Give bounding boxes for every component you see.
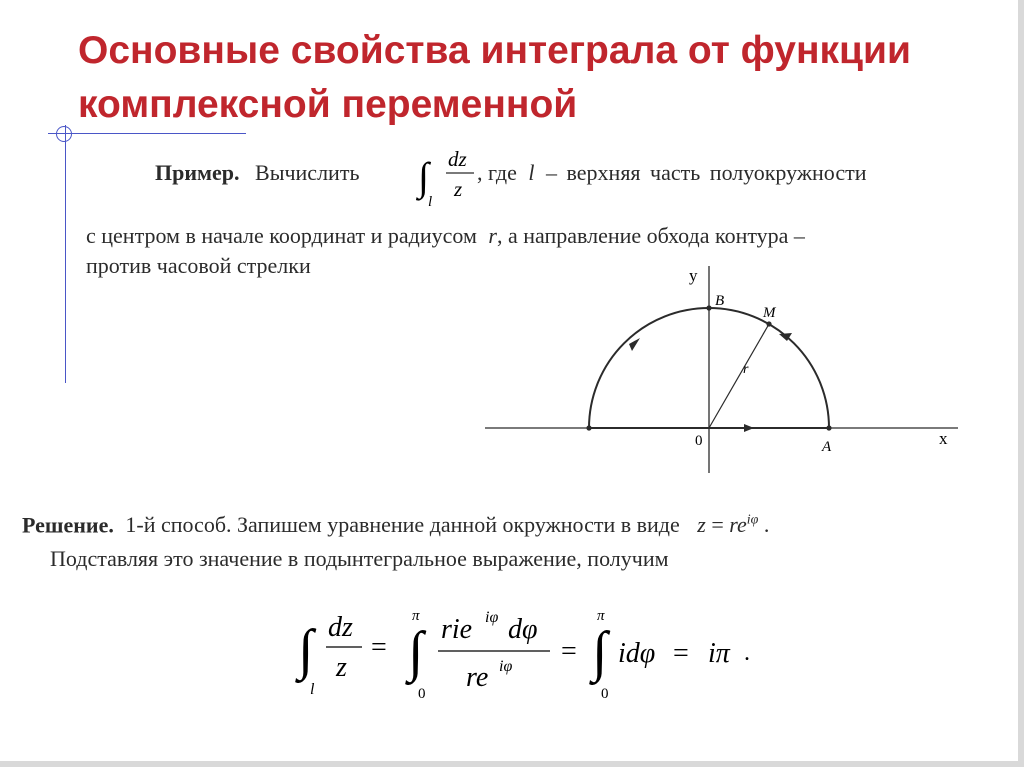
integral-2-upper: π xyxy=(412,608,420,624)
x-axis-label: x xyxy=(939,429,948,448)
frac-2-den-sup: iφ xyxy=(499,658,513,675)
example-line-3 xyxy=(86,250,311,282)
example-text-before: Вычислить xyxy=(255,160,360,185)
example-line-1 xyxy=(155,158,359,188)
eq-lhs: z xyxy=(697,512,706,538)
solution-label: Решение. xyxy=(22,512,114,538)
frac-2-num-sup: iφ xyxy=(485,609,499,626)
eq-sign: = xyxy=(711,512,724,538)
frac-2-num-tail: dφ xyxy=(508,614,538,645)
equals-2: = xyxy=(561,636,577,667)
frac-2-num: rie xyxy=(441,614,473,645)
example-text-rest: – верхняя часть полуокружности xyxy=(546,160,867,185)
equals-1: = xyxy=(371,632,387,663)
point-left xyxy=(586,425,591,430)
integral-sign: ∫ xyxy=(418,154,429,199)
solution-equation xyxy=(697,512,769,537)
eq-period: . xyxy=(763,512,770,538)
point-b-label: B xyxy=(715,293,725,309)
example-line2-a: с центром в начале координат и радиусом xyxy=(86,223,477,248)
integral-2-sign: ∫ xyxy=(408,621,424,683)
eq-rhs: re xyxy=(729,512,747,538)
example-line3: против часовой стрелки xyxy=(86,253,311,278)
example-line2-b: , а направление обхода контура – xyxy=(496,223,805,248)
point-m xyxy=(766,321,771,326)
frac-1-den: z xyxy=(336,652,347,683)
example-var-l: l xyxy=(528,160,535,185)
equals-3: = xyxy=(673,638,689,669)
integral-1-lower: l xyxy=(310,681,315,698)
solution-line-1 xyxy=(22,506,769,540)
integral-2-lower: 0 xyxy=(418,686,426,702)
integral-3-upper: π xyxy=(597,608,605,624)
radius-label: r xyxy=(743,362,749,377)
formula-end: . xyxy=(744,640,750,666)
point-b xyxy=(706,305,711,310)
fraction-denominator: z xyxy=(454,177,463,201)
final-formula xyxy=(298,606,778,706)
example-line-2 xyxy=(86,220,1006,252)
eq-sup: iφ xyxy=(746,513,759,528)
integral-3-sign: ∫ xyxy=(592,621,608,683)
origin-label: 0 xyxy=(695,433,703,449)
example-var-r: r xyxy=(488,223,497,248)
integral-lower-limit: l xyxy=(428,194,433,210)
frac-2-den: re xyxy=(466,662,489,693)
point-a-label: A xyxy=(822,439,832,455)
example-text-after: , где xyxy=(477,160,517,185)
point-m-label: M xyxy=(763,305,776,321)
decorative-circle xyxy=(56,126,72,142)
solution-line2: Подставляя это значение в подынтегральное выражение, получим xyxy=(50,546,669,571)
y-axis-label: y xyxy=(689,266,698,285)
arc-arrow-left xyxy=(629,338,640,351)
example-label: Пример. xyxy=(155,160,240,185)
solution-text: 1-й способ. Запишем уравнение данной окружности в виде xyxy=(125,512,680,538)
result: iπ xyxy=(708,638,730,669)
solution-line-2 xyxy=(50,544,669,574)
fraction-numerator: dz xyxy=(448,147,467,171)
frac-1-num: dz xyxy=(328,612,353,643)
decorative-vertical-line xyxy=(65,125,66,383)
decorative-horizontal-line xyxy=(48,133,246,134)
x-axis-direction-arrow xyxy=(744,424,754,432)
integral-1-sign: ∫ xyxy=(298,619,314,681)
semicircle-figure xyxy=(482,258,1002,478)
integral-3-lower: 0 xyxy=(601,686,609,702)
point-a xyxy=(826,425,831,430)
slide-title: Основные свойства интеграла от функции комплексной переменной xyxy=(78,29,911,126)
example-integral xyxy=(412,144,482,208)
radius-line xyxy=(709,324,769,428)
example-line-1-rest xyxy=(477,158,867,188)
integral-3-body: idφ xyxy=(618,638,656,669)
